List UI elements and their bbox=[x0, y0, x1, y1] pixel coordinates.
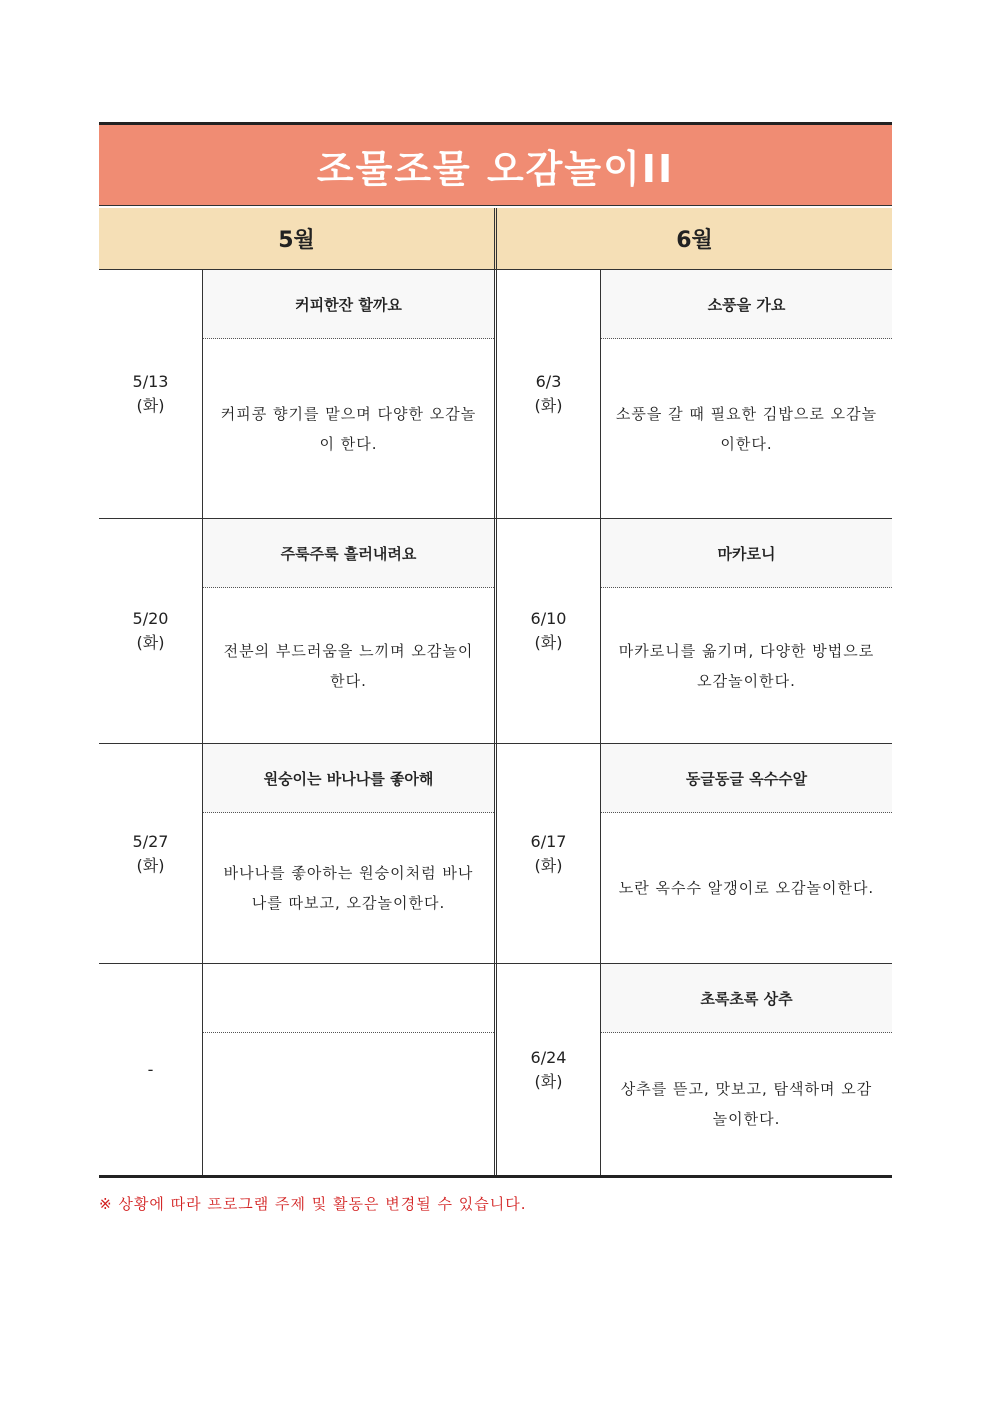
page-title: 조물조물 오감놀이II bbox=[316, 146, 675, 191]
activity bbox=[601, 964, 892, 1175]
date: 6/17 bbox=[530, 831, 567, 851]
activity-title: 원숭이는 바나나를 좋아해 bbox=[203, 744, 494, 813]
activity bbox=[203, 519, 494, 743]
date-cell bbox=[99, 270, 203, 518]
june-week-1 bbox=[497, 270, 892, 518]
weekday: (화) bbox=[534, 396, 563, 415]
activity-description: 마카로니를 옮기며, 다양한 방법으로 오감놀이한다. bbox=[618, 641, 875, 690]
week-row-3 bbox=[99, 744, 892, 964]
date-cell bbox=[497, 744, 601, 963]
date: 5/27 bbox=[132, 831, 169, 851]
date: - bbox=[147, 1059, 154, 1079]
month-header-row bbox=[99, 208, 892, 270]
date: 5/20 bbox=[132, 609, 169, 628]
activity-title: 커피한잔 할까요 bbox=[203, 270, 494, 339]
activity-description: 상추를 뜯고, 맛보고, 탐색하며 오감놀이한다. bbox=[620, 1080, 873, 1128]
date-cell bbox=[497, 270, 601, 518]
weekday: (화) bbox=[534, 633, 563, 652]
footnote: ※ 상황에 따라 프로그램 주제 및 활동은 변경될 수 있습니다. bbox=[99, 1195, 527, 1213]
activity-title bbox=[203, 964, 494, 1033]
activity-title: 주룩주룩 흘러내려요 bbox=[203, 519, 494, 588]
activity bbox=[601, 519, 892, 743]
date-cell bbox=[497, 964, 601, 1175]
weekday: (화) bbox=[136, 855, 165, 875]
date: 6/24 bbox=[530, 1047, 567, 1067]
title-bar bbox=[99, 122, 892, 206]
activity-description: 전분의 부드러움을 느끼며 오감놀이한다. bbox=[223, 641, 474, 690]
weekday: (화) bbox=[534, 1071, 563, 1091]
june-week-3 bbox=[497, 744, 892, 963]
week-row-4 bbox=[99, 964, 892, 1178]
date: 6/3 bbox=[535, 372, 562, 391]
date: 6/10 bbox=[530, 609, 567, 628]
weekday: (화) bbox=[136, 633, 165, 652]
may-week-4 bbox=[99, 964, 497, 1175]
date-cell bbox=[99, 744, 203, 963]
june-week-2 bbox=[497, 519, 892, 743]
activity-description: 소풍을 갈 때 필요한 김밥으로 오감놀이한다. bbox=[615, 404, 878, 453]
activity-description bbox=[203, 1033, 494, 1175]
date-cell bbox=[497, 519, 601, 743]
schedule-sheet bbox=[99, 122, 892, 1178]
activity-title: 초록초록 상추 bbox=[601, 964, 892, 1033]
may-week-3 bbox=[99, 744, 497, 963]
activity-title: 소풍을 가요 bbox=[601, 270, 892, 339]
activity bbox=[203, 270, 494, 518]
weekday: (화) bbox=[534, 855, 563, 875]
week-row-2 bbox=[99, 519, 892, 744]
may-week-2 bbox=[99, 519, 497, 743]
week-row-1 bbox=[99, 270, 892, 519]
date: 5/13 bbox=[132, 372, 169, 391]
activity-description: 커피콩 향기를 맡으며 다양한 오감놀이 한다. bbox=[220, 404, 477, 453]
date-cell bbox=[99, 519, 203, 743]
activity-description: 바나나를 좋아하는 원숭이처럼 바나나를 따보고, 오감놀이한다. bbox=[223, 864, 474, 912]
activity-title: 마카로니 bbox=[601, 519, 892, 588]
month-may: 5월 bbox=[99, 208, 497, 269]
date-cell bbox=[99, 964, 203, 1175]
month-june: 6월 bbox=[676, 228, 713, 253]
activity-description: 노란 옥수수 알갱이로 오감놀이한다. bbox=[618, 879, 875, 897]
weekday: (화) bbox=[136, 396, 165, 415]
activity-title: 동글동글 옥수수알 bbox=[601, 744, 892, 813]
june-week-4 bbox=[497, 964, 892, 1175]
activity bbox=[601, 744, 892, 963]
may-week-1 bbox=[99, 270, 497, 518]
activity bbox=[203, 964, 494, 1175]
activity bbox=[203, 744, 494, 963]
activity bbox=[601, 270, 892, 518]
